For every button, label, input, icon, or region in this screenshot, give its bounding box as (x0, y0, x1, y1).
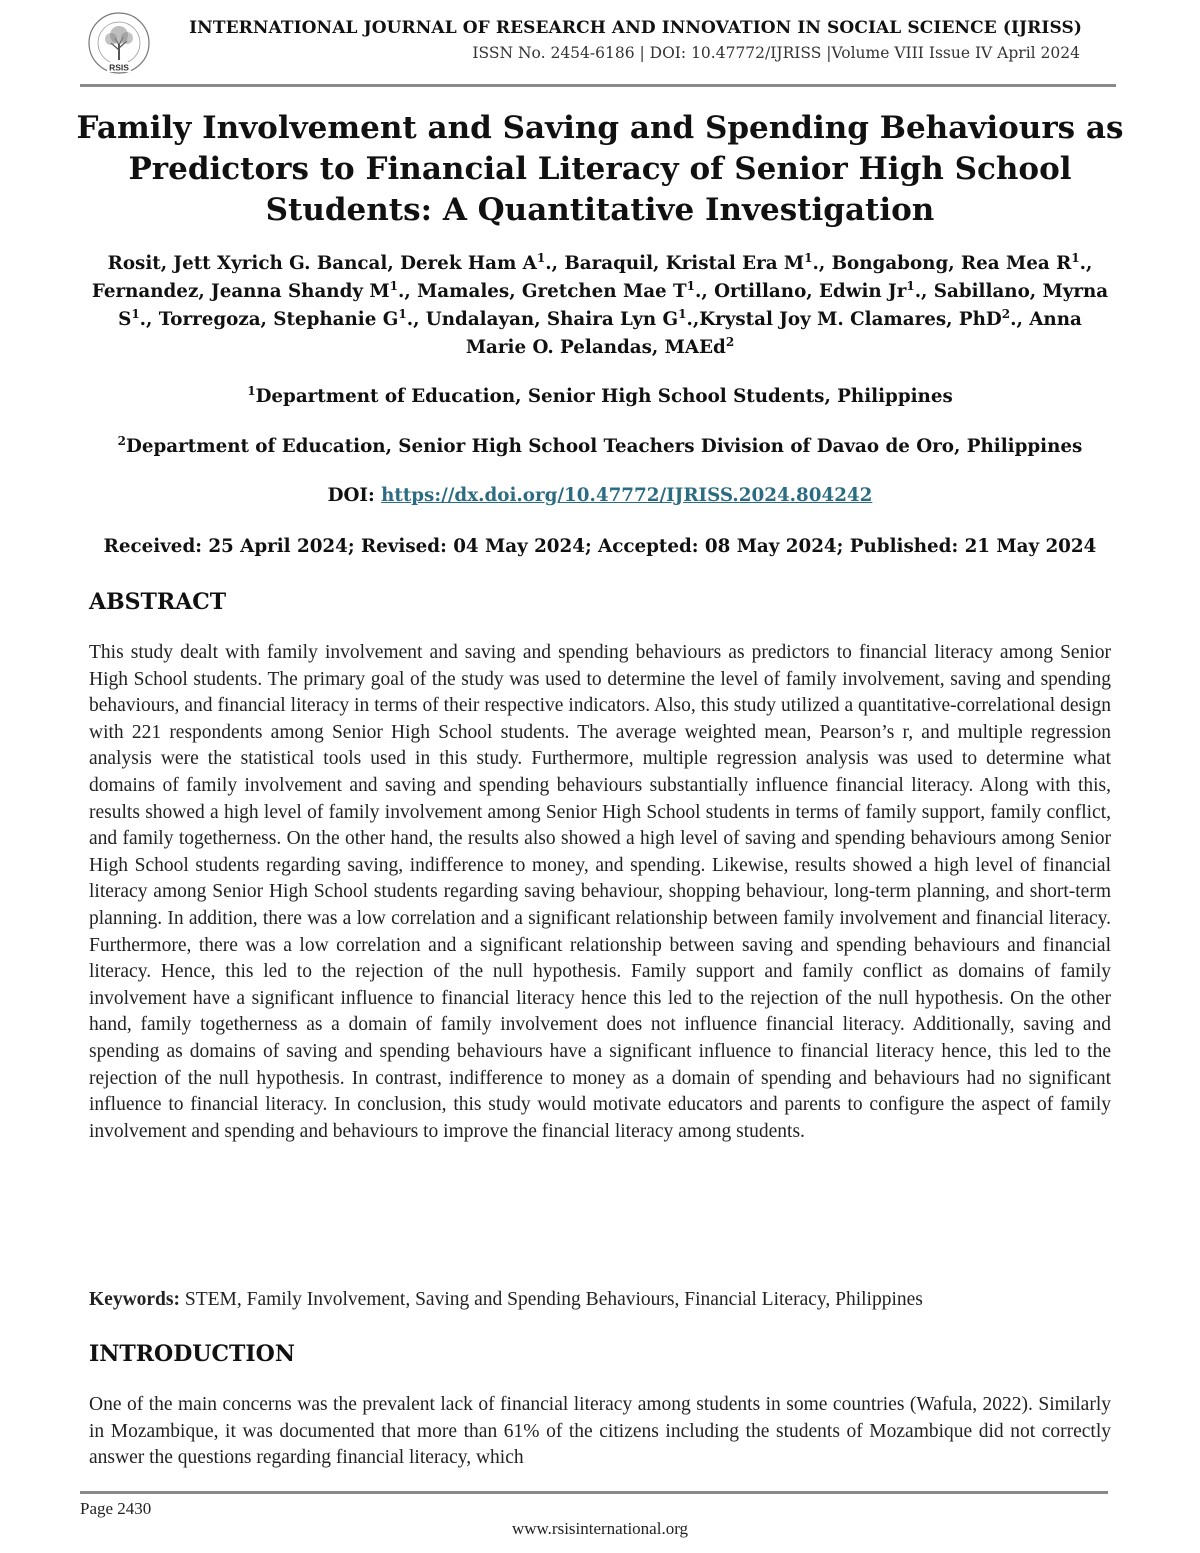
author-name: Mamales, Gretchen Mae T (417, 281, 687, 302)
author-affiliation-marker: 1 (1071, 250, 1080, 265)
publisher-website: www.rsisinternational.org (511, 1519, 689, 1538)
author-separator: ., (914, 281, 934, 302)
author-affiliation-marker: 2 (725, 334, 735, 349)
author-separator: ., (1079, 253, 1093, 274)
affiliation-1 (70, 384, 1130, 407)
author-affiliation-marker: 1 (131, 306, 140, 321)
tree-seal-icon (80, 10, 158, 76)
abstract-body: This study dealt with family involvement and saving and spending behaviours as predictors to financial literacy among Senior High School students. The primary goal of the study was used to determine the level of family involvement, saving and spending behaviours, and financial literacy in terms of their respective indicators. Also, this study utilized a quantitative-correlational design with 221 respondents among Senior High School students. The average weighted mean, Pearson’s r, and multiple regression analysis were the statistical tools used in this study. Furthermore, multiple regression analysis was used to determine what domains of family involvement and saving and spending behaviours substantially influence financial literacy. Along with this, results showed a high level of family involvement among Senior High School students in terms of family support, family conflict, and family togetherness. On the other hand, the results also showed a high level of saving and spending behaviours among Senior High School students regarding saving, indifference to money, and spending. Likewise, results showed a high level of financial literacy among Senior High School students regarding saving behaviour, shopping behaviour, long-term planning, and short-term planning. In addition, there was a low correlation and a significant relationship between family involvement and financial literacy. Furthermore, there was a low correlation and a significant relationship between saving and spending behaviours and financial literacy. Hence, this led to the rejection of the null hypothesis. Family support and family conflict as domains of family involvement have a significant influence to financial literacy hence this led to the rejection of the null hypothesis. On the other hand, family togetherness as a domain of family involvement does not influence financial literacy. Additionally, saving and spending as domains of saving and spending behaviours have a significant influence to financial literacy hence, this led to the rejection of the null hypothesis. In contrast, indifference to money as a domain of spending and behaviours had no significant influence to financial literacy. In conclusion, this study would motivate educators and parents to configure the aspect of family involvement and spending and behaviours to improve the financial literacy among students. (89, 642, 1111, 1142)
author-name: Fernandez, Jeanna Shandy M (91, 281, 390, 302)
author-separator: ., (406, 309, 426, 330)
publication-dates: Received: 25 April 2024; Revised: 04 May 2024; Accepted: 08 May 2024; Published: 21 May 2024 (103, 536, 1097, 557)
author-separator: ., (397, 281, 418, 302)
paper-title: Family Involvement and Saving and Spending Behaviours as Predictors to Financial Literacy of Senior High School Students: A Quantitative Investigation (76, 110, 1124, 228)
author-affiliation-marker: 1 (398, 306, 407, 321)
author-name: Torregoza, Stephanie G (158, 309, 399, 330)
author-affiliation-marker: 1 (389, 278, 398, 293)
page-number: Page 2430 (80, 1499, 152, 1518)
author-separator: ., (545, 253, 565, 274)
author-affiliation-marker: 2 (1001, 306, 1011, 321)
introduction-body: One of the main concerns was the prevalent lack of financial literacy among students in some countries (Wafula, 2022). Similarly in Mozambique, it was documented that more than 61% of the citizens including the students of Mozambique did not correctly answer the questions regarding financial literacy, which (89, 1394, 1111, 1469)
svg-text:RSIS: RSIS (109, 62, 129, 73)
journal-name: INTERNATIONAL JOURNAL OF RESEARCH AND INNOVATION IN SOCIAL SCIENCE (IJRISS) (189, 18, 1082, 38)
author-separator: ., (1010, 309, 1030, 330)
doi-label: DOI: (327, 485, 382, 506)
author-separator: ., (686, 309, 700, 330)
author-affiliation-marker: 1 (906, 278, 915, 293)
affiliation-text: Department of Education, Senior High School Teachers Division of Davao de Oro, Philippines (126, 436, 1083, 458)
introduction-heading: INTRODUCTION (89, 1341, 295, 1367)
author-name: Sabillano, Myrna S (118, 281, 1109, 330)
author-name: Rosit, Jett Xyrich G. Bancal, Derek Ham A (107, 253, 537, 274)
author-name: Bongabong, Rea Mea R (831, 253, 1072, 274)
doi-line (70, 485, 1130, 506)
keywords (89, 1287, 1111, 1314)
header-divider (80, 84, 1116, 87)
footer-divider (80, 1491, 1108, 1494)
keywords-label: Keywords: (89, 1289, 180, 1310)
doi-link[interactable]: https://dx.doi.org/10.47772/IJRISS.2024.804242 (381, 485, 873, 506)
author-affiliation-marker: 1 (536, 250, 546, 265)
author-separator: ., (139, 309, 159, 330)
affiliation-2 (70, 434, 1130, 457)
keywords-list: STEM, Family Involvement, Saving and Spending Behaviours, Financial Literacy, Philippines (180, 1289, 923, 1310)
author-name: Anna Marie O. Pelandas, MAEd (465, 309, 1082, 358)
author-name: Ortillano, Edwin Jr (714, 281, 907, 302)
author-separator: ., (812, 253, 832, 274)
journal-issn-doi: ISSN No. 2454-6186 | DOI: 10.47772/IJRISS |Volume VIII Issue IV April 2024 (472, 44, 1080, 62)
author-name: Krystal Joy M. Clamares, PhD (699, 309, 1002, 330)
journal-logo (80, 10, 158, 76)
affiliation-text: Department of Education, Senior High School Students, Philippines (255, 386, 953, 408)
abstract-heading: ABSTRACT (89, 589, 227, 615)
author-name: Baraquil, Kristal Era M (564, 253, 805, 274)
author-list (86, 250, 1114, 362)
author-name: Undalayan, Shaira Lyn G (425, 309, 679, 330)
affiliation-marker: 1 (247, 384, 256, 398)
author-affiliation-marker: 1 (678, 306, 687, 321)
affiliation-marker: 2 (117, 434, 127, 448)
author-affiliation-marker: 1 (686, 278, 695, 293)
author-affiliation-marker: 1 (804, 250, 813, 265)
author-separator: ., (695, 281, 715, 302)
